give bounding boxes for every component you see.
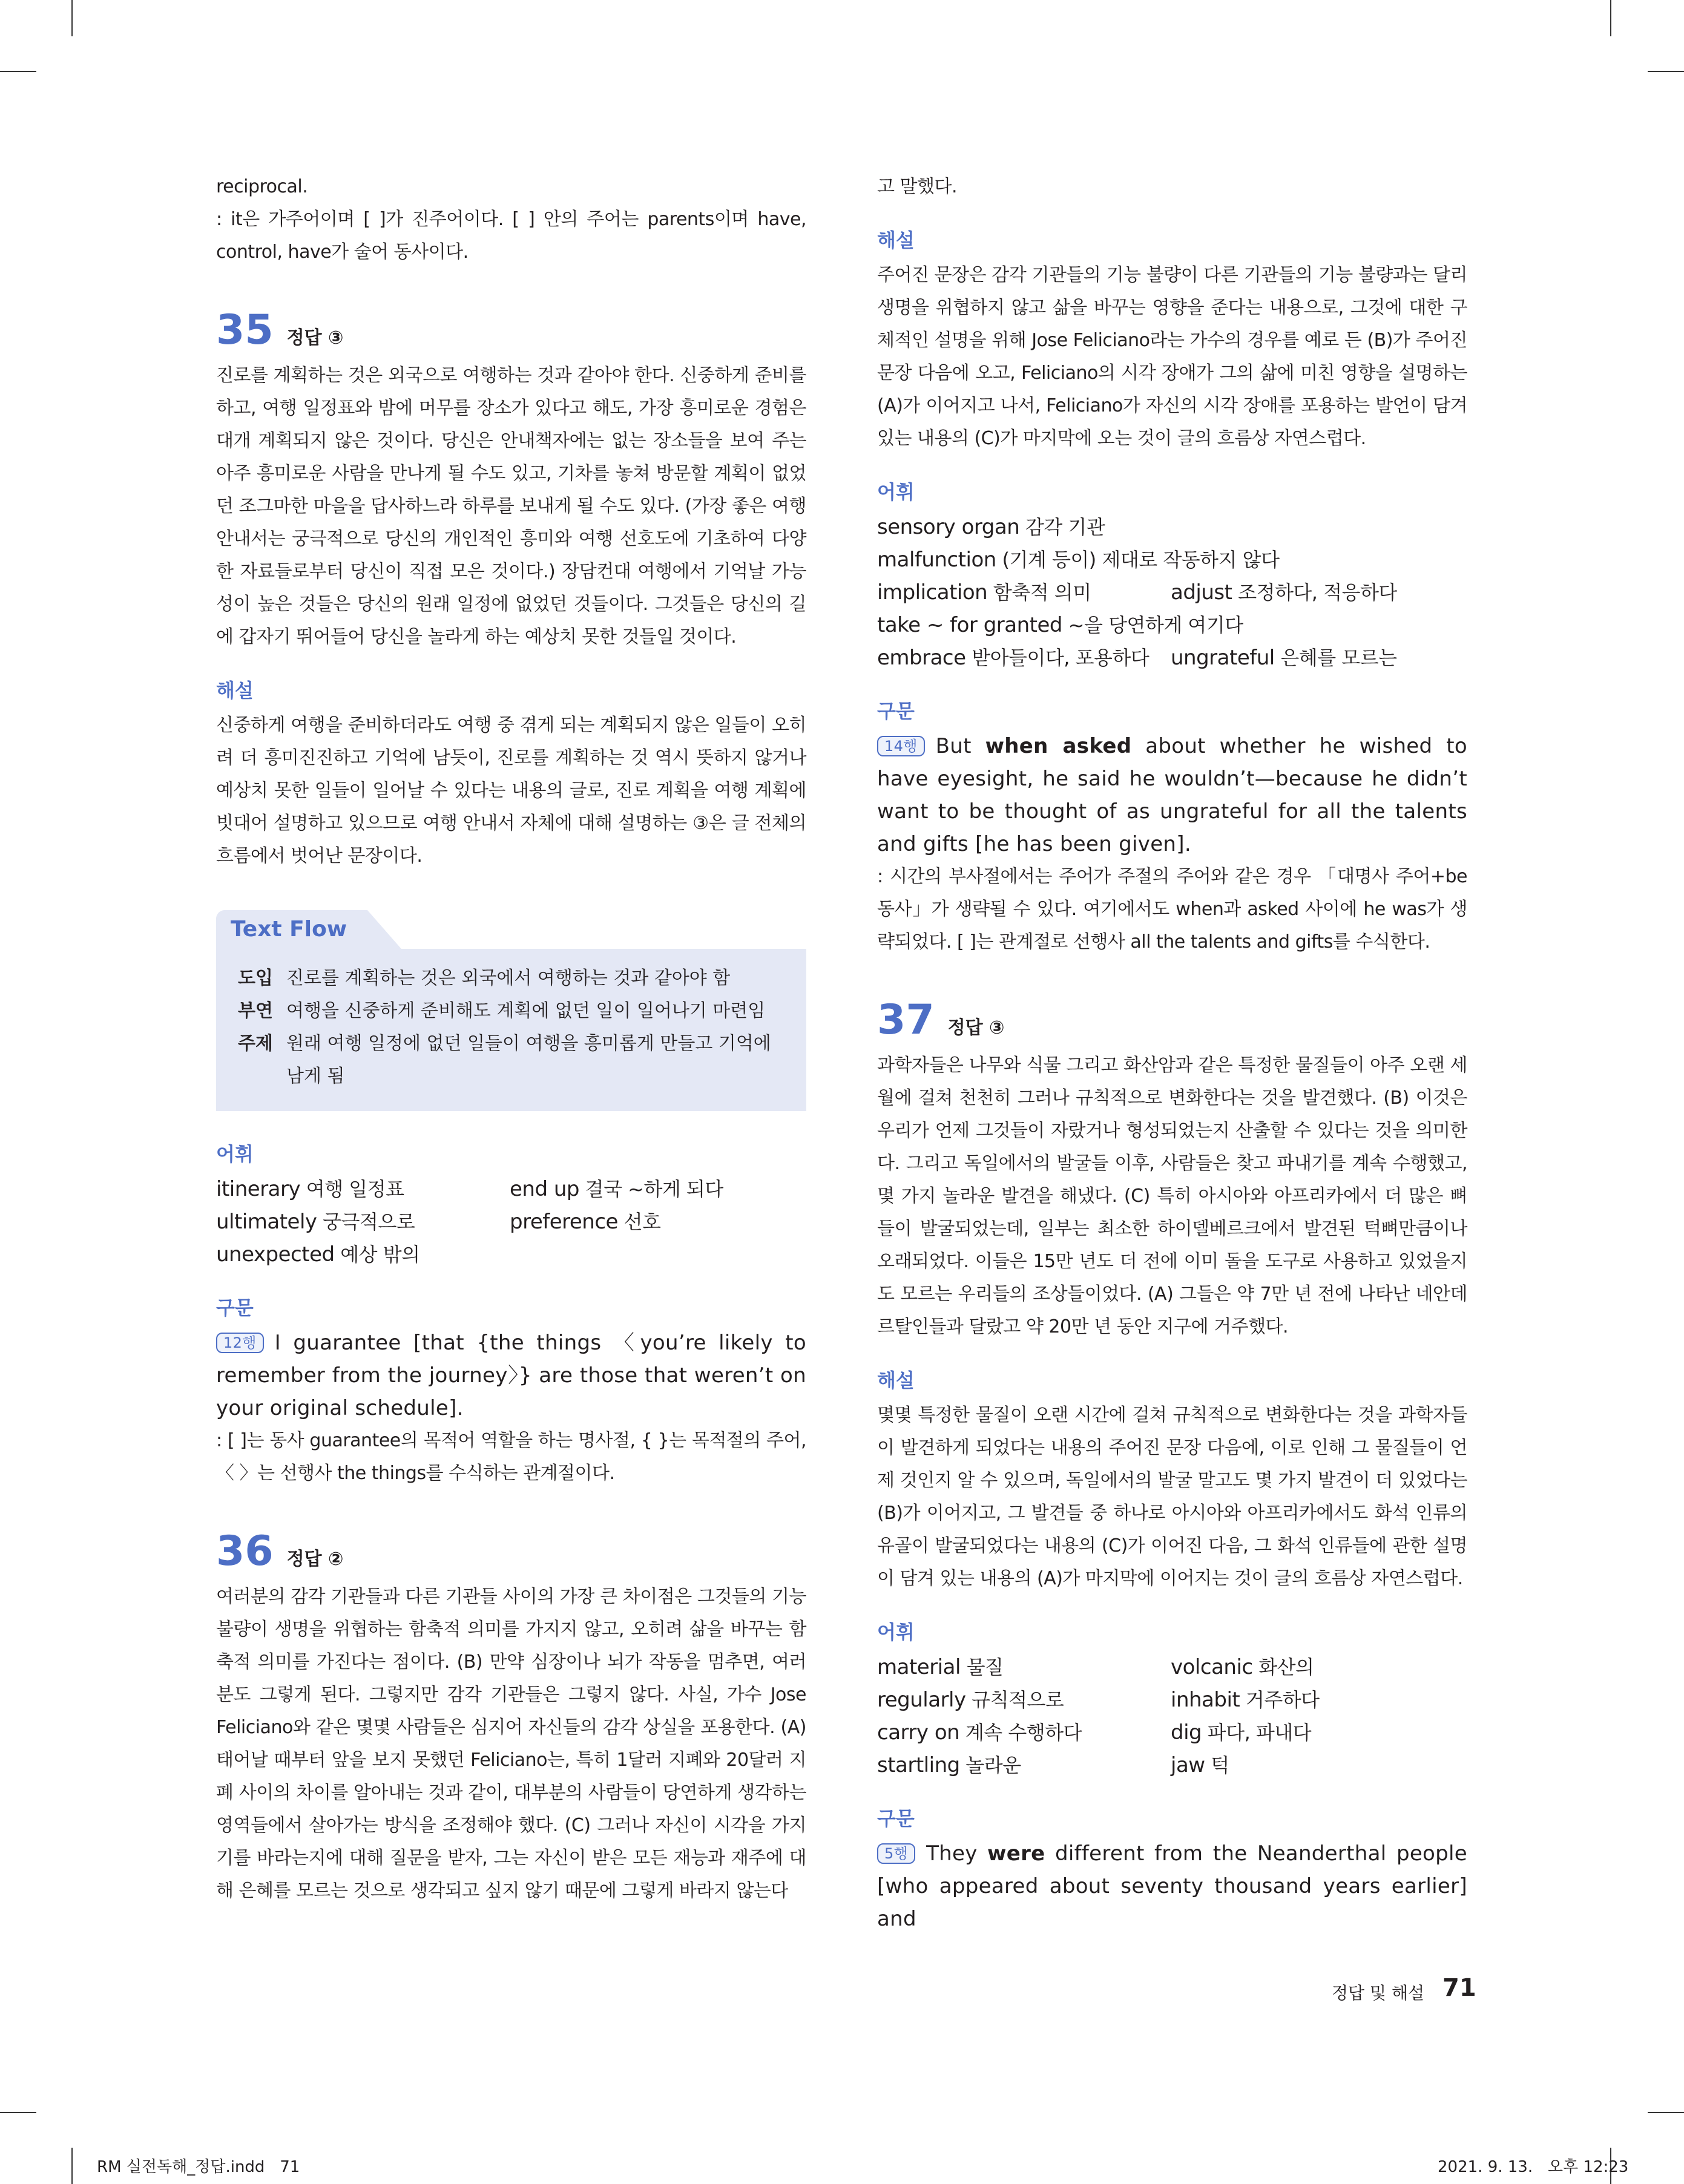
vocab-word: sensory organ: [877, 515, 1020, 539]
vocab-meaning: 조정하다, 적응하다: [1238, 581, 1397, 604]
line-number-badge: 12행: [216, 1333, 264, 1353]
vocab-word: embrace: [877, 646, 966, 670]
crop-mark: [0, 2112, 36, 2113]
vocabulary-heading: 어휘: [877, 1621, 915, 1644]
vocab-item: [1171, 1651, 1467, 1684]
grammar-sentence: [877, 730, 1467, 861]
vocab-meaning: 결국 ~하게 되다: [585, 1178, 723, 1201]
text-flow-label: 부연: [238, 1000, 273, 1021]
translation-passage: 과학자들은 나무와 식물 그리고 화산암과 같은 특정한 물질들이 아주 오랜 세월에 걸쳐 천천히 그러나 규칙적으로 변화한다는 것을 발견했다. (B) 이것은 우리가 언제 그것들이 자랐거나 형성되었는지 산출할 수 있다는 것을 의미한다. 그리고 독일에서의 발굴들 이후, 사람들은 찾고 파내기를 계속 수행했고, 몇 가지 놀라운 발견을 해냈다. (C) 특히 아시아와 아프리카에서 더 많은 뼈들이 발굴되었는데, 일부는 최소한 하이델베르크에서 발견된 턱뼈만큼이나 오래되었다. 이들은 15만 년도 더 전에 이미 돌을 도구로 사용하고 있었을지도 모르는 우리들의 조상들이었다. (A) 그들은 약 7만 년 전에 나타난 네안데르탈인들과 달랐고 약 20만 년 동안 지구에 거주했다.: [877, 1055, 1467, 1337]
vocab-item: [1171, 641, 1467, 674]
vocab-item: [1171, 1684, 1467, 1716]
text-flow-label: 주제: [238, 1033, 273, 1054]
grammar-emphasis: when asked: [985, 734, 1132, 758]
vocabulary-heading: 어휘: [877, 480, 915, 503]
vocab-word: preference: [510, 1210, 618, 1234]
vocab-item: [877, 543, 1467, 576]
vocab-word: unexpected: [216, 1242, 335, 1267]
question-number: 37: [877, 996, 935, 1044]
vocab-word: carry on: [877, 1720, 960, 1745]
vocab-meaning: 받아들이다, 포용하다: [972, 646, 1150, 669]
question-35-header: [216, 306, 806, 355]
vocab-meaning: 규칙적으로: [972, 1688, 1064, 1711]
text-flow-row: [238, 1028, 784, 1093]
intro-line: reciprocal.: [216, 176, 308, 197]
vocab-item: [877, 1651, 1171, 1684]
vocab-item: [510, 1205, 806, 1238]
explanation-text: 주어진 문장은 감각 기관들의 기능 불량이 다른 기관들의 기능 불량과는 달리 생명을 위협하지 않고 삶을 바꾸는 영향을 준다는 내용으로, 그것에 대한 구체적인 설명을 위해 Jose Feliciano라는 가수의 경우를 예로 든 (B)가 주어진 문장 다음에 오고, Feliciano의 시각 장애가 그의 삶에 미친 영향을 설명하는 (A)가 이어지고 나서, Feliciano가 자신의 시각 장애를 포용하는 발언이 담겨 있는 내용의 (C)가 마지막에 오는 것이 글의 흐름상 자연스럽다.: [877, 264, 1467, 449]
text-flow-row: [238, 962, 784, 995]
grammar-sentence-text: about whether he wished to have eyesight, he said he wouldn’t—because he didn’t want to be thought of as ungrateful for all the talents and gifts [he has been given].: [877, 734, 1467, 856]
grammar-note: : 시간의 부사절에서는 주어가 주절의 주어와 같은 경우 「대명사 주어+be동사」가 생략될 수 있다. 여기에서도 when과 asked 사이에 he was가 생략되었다. [ ]는 관계절로 선행사 all the talents and gifts를 수식한다.: [877, 866, 1467, 953]
text-flow-text: 진로를 계획하는 것은 외국에서 여행하는 것과 같아야 함: [286, 968, 731, 989]
vocab-meaning: 궁극적으로: [323, 1210, 415, 1233]
intro-note: : it은 가주어이며 [ ]가 진주어이다. [ ] 안의 주어는 parents이며 have, control, have가 술어 동사이다.: [216, 209, 806, 263]
right-column: [877, 171, 1467, 1935]
vocab-word: itinerary: [216, 1177, 301, 1201]
vocab-item: [877, 609, 1467, 641]
crop-mark: [1648, 71, 1684, 72]
vocabulary-list: [877, 1651, 1467, 1782]
vocab-word: implication: [877, 580, 988, 605]
vocab-meaning: 파다, 파내다: [1207, 1721, 1312, 1744]
explanation-heading: 해설: [877, 1369, 915, 1392]
translation-passage: 진로를 계획하는 것은 외국으로 여행하는 것과 같아야 한다. 신중하게 준비를 하고, 여행 일정표와 밤에 머무를 장소가 있다고 해도, 가장 흥미로운 경험은 대개 계획되지 않은 것이다. 당신은 안내책자에는 없는 장소들을 보여 주는 아주 흥미로운 사람을 만나게 될 수도 있고, 기차를 놓쳐 방문할 계획이 없었던 조그마한 마을을 답사하느라 하루를 보내게 될 수도 있다. (가장 좋은 여행 안내서는 궁극적으로 당신의 개인적인 흥미와 여행 선호도에 기초하여 다양한 자료들로부터 당신이 직접 모은 것이다.) 장담컨대 여행에서 기억날 가능성이 높은 것들은 당신의 원래 일정에 없었던 것들이다. 그것들은 당신의 길에 갑자기 뛰어들어 당신을 놀라게 하는 예상치 못한 것들일 것이다.: [216, 365, 806, 648]
vocab-word: ultimately: [216, 1210, 317, 1234]
vocab-meaning: 감각 기관: [1025, 516, 1105, 539]
explanation-text: 신중하게 여행을 준비하더라도 여행 중 겪게 되는 계획되지 않은 일들이 오히려 더 흥미진진하고 기억에 남듯이, 진로를 계획하는 것 역시 뜻하지 않거나 예상치 못한 일들이 일어날 수 있다는 내용의 글로, 진로 계획을 여행 계획에 빗대어 설명하고 있으므로 여행 안내서 자체에 대해 설명하는 ③은 글 전체의 흐름에서 벗어난 문장이다.: [216, 715, 806, 867]
grammar-heading: 구문: [216, 1296, 254, 1319]
vocab-word: startling: [877, 1753, 960, 1777]
vocab-item: [877, 1749, 1171, 1782]
text-flow-box: [216, 910, 806, 1111]
vocab-meaning: 은혜를 모르는: [1280, 646, 1397, 669]
line-number-badge: 5행: [877, 1843, 915, 1864]
vocab-meaning: 함축적 의미: [993, 581, 1091, 604]
grammar-sentence-text: But: [935, 734, 985, 758]
crop-mark: [1648, 2112, 1684, 2113]
grammar-heading: 구문: [877, 700, 915, 723]
explanation-heading: 해설: [216, 679, 254, 702]
vocab-item: [216, 1173, 510, 1205]
vocabulary-heading: 어휘: [216, 1143, 254, 1166]
vocab-meaning: 여행 일정표: [306, 1178, 404, 1201]
vocab-meaning: 놀라운: [965, 1754, 1021, 1777]
grammar-note: : [ ]는 동사 guarantee의 목적어 역할을 하는 명사절, { }는 목적절의 주어, 〈 〉는 선행사 the things를 수식하는 관계절이다.: [216, 1430, 806, 1484]
vocab-item: [216, 1238, 510, 1271]
vocab-meaning: 화산의: [1258, 1656, 1314, 1679]
crop-mark: [0, 71, 36, 72]
question-37-header: [877, 996, 1467, 1044]
grammar-emphasis: were: [987, 1841, 1045, 1866]
vocab-item: [877, 1684, 1171, 1716]
vocab-meaning: (기계 등이) 제대로 작동하지 않다: [1002, 548, 1280, 571]
vocab-item: [510, 1173, 806, 1205]
vocab-item: [1171, 1716, 1467, 1749]
left-column: [216, 171, 806, 1907]
page-number: 71: [1442, 1974, 1476, 2002]
vocab-item: [1171, 1749, 1467, 1782]
vocab-word: dig: [1171, 1720, 1202, 1745]
vocab-meaning: 예상 밖의: [340, 1243, 420, 1266]
grammar-heading: 구문: [877, 1807, 915, 1830]
vocab-word: adjust: [1171, 580, 1232, 605]
vocab-word: ungrateful: [1171, 646, 1275, 670]
text-flow-label: 도입: [238, 968, 273, 989]
vocab-word: malfunction: [877, 548, 996, 572]
text-flow-text: 원래 여행 일정에 없던 일들이 여행을 흥미롭게 만들고 기억에 남게 됨: [286, 1033, 771, 1087]
grammar-sentence-text: I guarantee [that {the things 〈you’re likely to remember from the journey〉} are those that weren’t on your original schedule].: [216, 1331, 806, 1420]
text-flow-title: Text Flow: [216, 910, 367, 949]
vocab-meaning: 거주하다: [1245, 1688, 1320, 1711]
question-number: 35: [216, 306, 274, 354]
vocab-item: [877, 511, 1467, 543]
vocab-word: regularly: [877, 1688, 966, 1712]
grammar-sentence-text: different from the Neanderthal people [who appeared about seventy thousand years earlier] and: [877, 1841, 1467, 1931]
vocab-word: take ~ for granted: [877, 613, 1062, 637]
crop-mark: [1610, 0, 1611, 36]
explanation-text: 몇몇 특정한 물질이 오랜 시간에 걸쳐 규칙적으로 변화한다는 것을 과학자들이 발견하게 되었다는 내용의 주어진 문장 다음에, 이로 인해 그 물질들이 언제 것인지 알 수 있으며, 독일에서의 발굴 말고도 몇 가지 발견이 더 있었다는 (B)가 이어지고, 그 발견들 중 하나로 아시아와 아프리카에서도 화석 인류의 유골이 발굴되었다는 내용의 (C)가 이어진 다음, 그 화석 인류들에 관한 설명이 담겨 있는 내용의 (A)가 마지막에 이어지는 것이 글의 흐름상 자연스럽다.: [877, 1405, 1467, 1589]
line-number-badge: 14행: [877, 736, 925, 756]
vocab-word: inhabit: [1171, 1688, 1240, 1712]
question-number: 36: [216, 1527, 274, 1575]
text-flow-content: [216, 949, 806, 1111]
translation-passage: 여러분의 감각 기관들과 다른 기관들 사이의 가장 큰 차이점은 그것들의 기능 불량이 생명을 위협하는 함축적 의미를 가지지 않고, 오히려 삶을 바꾸는 함축적 의미를 가진다는 점이다. (B) 만약 심장이나 뇌가 작동을 멈추면, 여러분도 그렇게 된다. 그렇지만 감각 기관들은 그렇지 않다. 사실, 가수 Jose Feliciano와 같은 몇몇 사람들은 심지어 자신들의 감각 상실을 포용한다. (A) 태어날 때부터 앞을 보지 못했던 Feliciano는, 특히 1달러 지폐와 20달러 지폐 사이의 차이를 알아내는 것과 같이, 대부분의 사람들이 당연하게 생각하는 영역들에서 살아가는 방식을 조정해야 했다. (C) 그러나 자신이 시각을 가지기를 바라는지에 대해 질문을 받자, 그는 자신이 받은 모든 재능과 재주에 대해 은혜를 모르는 것으로 생각되고 싶지 않기 때문에 그렇게 바라지 않는다: [216, 1586, 806, 1901]
vocab-word: jaw: [1171, 1753, 1205, 1777]
vocab-meaning: 선호: [623, 1210, 661, 1233]
footer-section-label: 정답 및 해설: [1332, 1983, 1425, 2003]
vocab-meaning: 물질: [966, 1656, 1004, 1679]
translation-continued: 고 말했다.: [877, 176, 957, 197]
answer-label: 정답 ③: [947, 1017, 1005, 1038]
vocab-item: [877, 576, 1171, 609]
print-slug-date: 2021. 9. 13. 오후 12:23: [1438, 2158, 1629, 2176]
print-slug-file: RM 실전독해_정답.indd 71: [97, 2158, 300, 2176]
vocab-word: end up: [510, 1177, 579, 1201]
crop-mark: [71, 2148, 73, 2184]
grammar-sentence-text: They: [926, 1841, 988, 1866]
vocab-word: volcanic: [1171, 1655, 1253, 1679]
vocabulary-list: [216, 1173, 806, 1271]
explanation-heading: 해설: [877, 229, 915, 252]
answer-label: 정답 ②: [286, 1549, 344, 1570]
text-flow-text: 여행을 신중하게 준비해도 계획에 없던 일이 일어나기 마련임: [286, 1000, 766, 1021]
vocab-item: [877, 1716, 1171, 1749]
vocab-item: [877, 641, 1171, 674]
question-36-header: [216, 1527, 806, 1576]
answer-label: 정답 ③: [286, 327, 344, 349]
grammar-sentence: [216, 1326, 806, 1425]
vocab-meaning: 계속 수행하다: [965, 1721, 1082, 1744]
crop-mark: [71, 0, 73, 36]
vocab-item: [216, 1205, 510, 1238]
vocab-meaning: ~을 당연하게 여기다: [1068, 614, 1243, 637]
grammar-sentence: [877, 1837, 1467, 1935]
vocab-word: material: [877, 1655, 961, 1679]
vocabulary-list: [877, 511, 1467, 674]
text-flow-row: [238, 995, 784, 1028]
vocab-item: [1171, 576, 1467, 609]
vocab-meaning: 턱: [1211, 1754, 1229, 1777]
